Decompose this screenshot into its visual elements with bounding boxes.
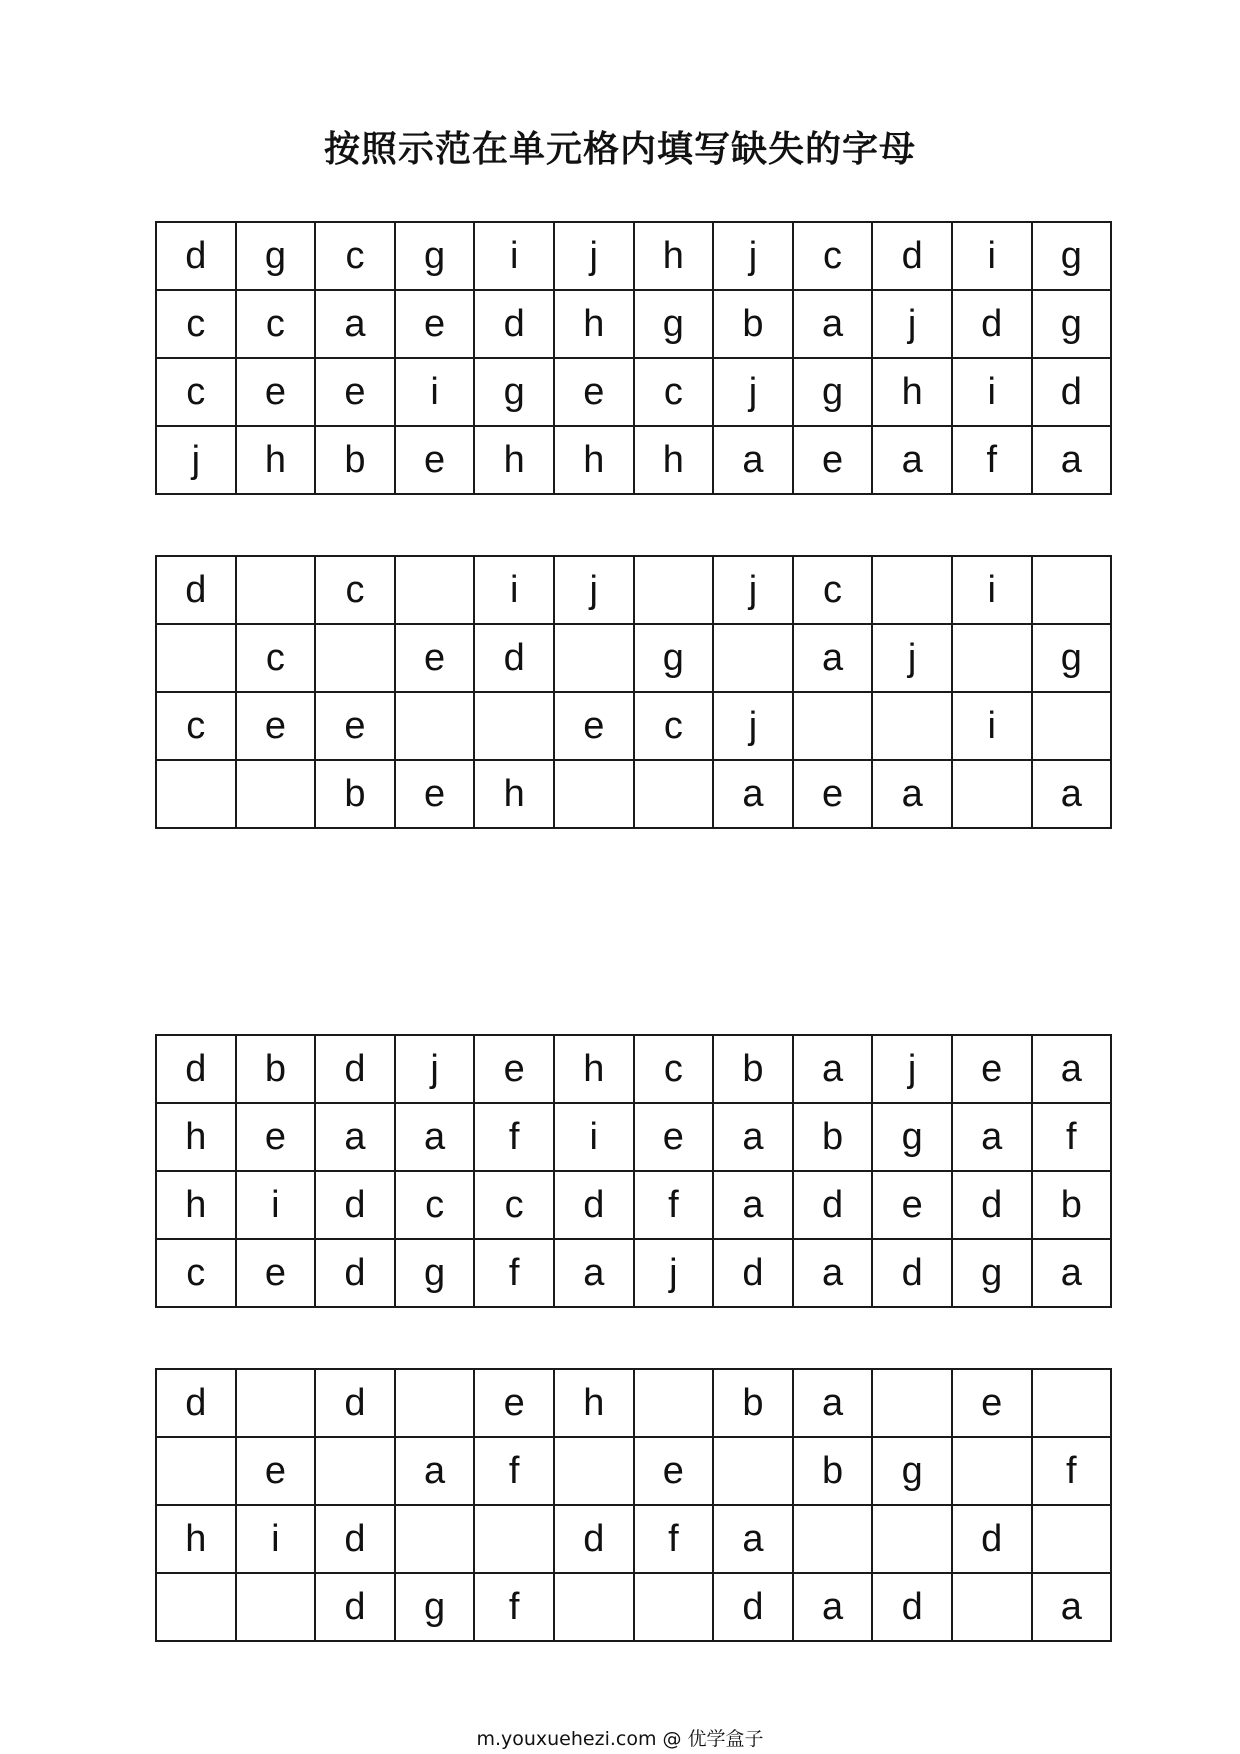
letter-cell: d (713, 1573, 793, 1641)
letter-cell: j (634, 1239, 714, 1307)
letter-cell: h (554, 426, 634, 494)
letter-cell: j (713, 692, 793, 760)
letter-cell: a (713, 1103, 793, 1171)
letter-cell: b (713, 290, 793, 358)
grid-row (156, 624, 1111, 692)
letter-cell: d (474, 624, 554, 692)
letter-cell: f (1032, 1103, 1112, 1171)
letter-cell: f (474, 1239, 554, 1307)
grid-row (156, 1505, 1111, 1573)
letter-cell: a (713, 1171, 793, 1239)
letter-cell: d (156, 222, 236, 290)
blank-cell[interactable] (634, 760, 714, 828)
letter-cell: d (156, 556, 236, 624)
blank-cell[interactable] (1032, 692, 1112, 760)
letter-cell: a (315, 290, 395, 358)
letter-cell: e (474, 1035, 554, 1103)
letter-cell: d (872, 1239, 952, 1307)
letter-cell: j (554, 222, 634, 290)
letter-cell: g (1032, 222, 1112, 290)
letter-cell: d (713, 1239, 793, 1307)
blank-cell[interactable] (872, 556, 952, 624)
letter-cell: j (156, 426, 236, 494)
letter-cell: a (793, 1035, 873, 1103)
grid-row (156, 760, 1111, 828)
letter-cell: d (952, 290, 1032, 358)
letter-cell: d (952, 1171, 1032, 1239)
letter-cell: g (634, 624, 714, 692)
page-title: 按照示范在单元格内填写缺失的字母 (323, 129, 916, 170)
letter-cell: e (236, 1103, 316, 1171)
grid-row (156, 1239, 1111, 1307)
letter-cell: e (236, 692, 316, 760)
grid-row (156, 1437, 1111, 1505)
letter-cell: j (713, 556, 793, 624)
letter-cell: a (872, 426, 952, 494)
letter-cell: i (952, 556, 1032, 624)
blank-cell[interactable] (156, 624, 236, 692)
blank-cell[interactable] (793, 692, 873, 760)
blank-cell[interactable] (236, 556, 316, 624)
letter-cell: g (793, 358, 873, 426)
letter-cell: b (1032, 1171, 1112, 1239)
letter-cell: h (872, 358, 952, 426)
letter-cell: j (713, 358, 793, 426)
letter-cell: e (634, 1103, 714, 1171)
letter-cell: c (793, 222, 873, 290)
letter-cell: f (474, 1103, 554, 1171)
letter-cell: a (1032, 1239, 1112, 1307)
letter-cell: c (634, 1035, 714, 1103)
letter-cell: f (474, 1437, 554, 1505)
letter-cell: c (395, 1171, 475, 1239)
letter-cell: h (554, 1035, 634, 1103)
blank-cell[interactable] (395, 556, 475, 624)
letter-cell: d (1032, 358, 1112, 426)
blank-cell[interactable] (872, 1505, 952, 1573)
letter-cell: a (395, 1103, 475, 1171)
letter-cell: e (793, 760, 873, 828)
letter-cell: h (156, 1171, 236, 1239)
blank-cell[interactable] (952, 1573, 1032, 1641)
letter-cell: d (315, 1505, 395, 1573)
letter-cell: i (474, 556, 554, 624)
blank-cell[interactable] (634, 1573, 714, 1641)
grid-row (156, 290, 1111, 358)
blank-cell[interactable] (554, 624, 634, 692)
letter-cell: g (872, 1103, 952, 1171)
letter-cell: c (474, 1171, 554, 1239)
letter-cell: c (236, 290, 316, 358)
letter-cell: g (236, 222, 316, 290)
blank-cell[interactable] (1032, 556, 1112, 624)
grid-row (156, 1369, 1111, 1437)
letter-cell: b (793, 1103, 873, 1171)
letter-cell: e (793, 426, 873, 494)
letter-cell: h (634, 426, 714, 494)
letter-cell: e (236, 358, 316, 426)
letter-cell: c (156, 290, 236, 358)
grid-row (156, 1171, 1111, 1239)
letter-cell: d (315, 1171, 395, 1239)
letter-cell: i (236, 1505, 316, 1573)
letter-cell: e (315, 358, 395, 426)
blank-cell[interactable] (395, 1505, 475, 1573)
blank-cell[interactable] (554, 1573, 634, 1641)
letter-cell: i (952, 358, 1032, 426)
letter-cell: e (236, 1239, 316, 1307)
grid-row (156, 556, 1111, 624)
letter-cell: a (1032, 426, 1112, 494)
letter-cell: g (952, 1239, 1032, 1307)
letter-cell: d (315, 1239, 395, 1307)
letter-cell: a (793, 1369, 873, 1437)
letter-cell: a (793, 624, 873, 692)
letter-cell: j (872, 290, 952, 358)
letter-cell: e (634, 1437, 714, 1505)
letter-cell: h (236, 426, 316, 494)
letter-cell: c (236, 624, 316, 692)
letter-cell: f (952, 426, 1032, 494)
letter-cell: a (1032, 760, 1112, 828)
letter-cell: i (474, 222, 554, 290)
grid-row (156, 426, 1111, 494)
letter-cell: h (554, 290, 634, 358)
letter-cell: d (315, 1573, 395, 1641)
letter-cell: a (554, 1239, 634, 1307)
blank-cell[interactable] (1032, 1369, 1112, 1437)
blank-cell[interactable] (395, 692, 475, 760)
letter-cell: c (634, 358, 714, 426)
blank-cell[interactable] (474, 692, 554, 760)
letter-cell: e (952, 1035, 1032, 1103)
letter-cell: h (156, 1505, 236, 1573)
letter-cell: i (395, 358, 475, 426)
letter-cell: i (236, 1171, 316, 1239)
letter-cell: a (793, 1239, 873, 1307)
letter-cell: g (395, 1573, 475, 1641)
blank-cell[interactable] (395, 1369, 475, 1437)
blank-cell[interactable] (952, 624, 1032, 692)
letter-cell: i (952, 692, 1032, 760)
grid-row (156, 1573, 1111, 1641)
letter-cell: a (793, 1573, 873, 1641)
blank-cell[interactable] (634, 556, 714, 624)
letter-cell: f (1032, 1437, 1112, 1505)
letter-cell: b (315, 426, 395, 494)
blank-cell[interactable] (315, 624, 395, 692)
letter-cell: a (793, 290, 873, 358)
letter-cell: h (474, 426, 554, 494)
letter-cell: h (554, 1369, 634, 1437)
letter-cell: a (1032, 1573, 1112, 1641)
letter-cell: j (554, 556, 634, 624)
exercise-grid-2 (155, 1368, 1112, 1642)
letter-cell: g (634, 290, 714, 358)
exercise-grid-1 (155, 555, 1112, 829)
letter-cell: d (315, 1035, 395, 1103)
blank-cell[interactable] (872, 692, 952, 760)
blank-cell[interactable] (952, 760, 1032, 828)
blank-cell[interactable] (315, 1437, 395, 1505)
letter-cell: e (395, 290, 475, 358)
blank-cell[interactable] (1032, 1505, 1112, 1573)
letter-cell: j (713, 222, 793, 290)
grid-row (156, 1103, 1111, 1171)
letter-cell: e (315, 692, 395, 760)
blank-cell[interactable] (474, 1505, 554, 1573)
letter-cell: a (952, 1103, 1032, 1171)
letter-cell: d (554, 1505, 634, 1573)
example-grid-2 (155, 1034, 1112, 1308)
blank-cell[interactable] (634, 1369, 714, 1437)
letter-cell: b (315, 760, 395, 828)
letter-cell: d (474, 290, 554, 358)
letter-cell: b (793, 1437, 873, 1505)
letter-cell: c (315, 222, 395, 290)
letter-cell: j (872, 624, 952, 692)
letter-cell: f (474, 1573, 554, 1641)
letter-cell: e (395, 760, 475, 828)
letter-cell: a (1032, 1035, 1112, 1103)
grid-row (156, 1035, 1111, 1103)
letter-cell: c (156, 692, 236, 760)
letter-cell: g (872, 1437, 952, 1505)
letter-cell: a (315, 1103, 395, 1171)
letter-cell: e (952, 1369, 1032, 1437)
letter-cell: b (713, 1369, 793, 1437)
letter-cell: e (872, 1171, 952, 1239)
letter-cell: d (156, 1369, 236, 1437)
letter-cell: c (793, 556, 873, 624)
letter-cell: e (554, 692, 634, 760)
blank-cell[interactable] (156, 760, 236, 828)
letter-cell: b (713, 1035, 793, 1103)
letter-cell: g (395, 1239, 475, 1307)
letter-cell: e (395, 624, 475, 692)
letter-cell: c (634, 692, 714, 760)
blank-cell[interactable] (236, 760, 316, 828)
letter-cell: a (713, 1505, 793, 1573)
letter-cell: c (315, 556, 395, 624)
blank-cell[interactable] (793, 1505, 873, 1573)
letter-cell: g (1032, 624, 1112, 692)
blank-cell[interactable] (554, 1437, 634, 1505)
footer-source: m.youxuehezi.com @ 优学盒子 (476, 1728, 764, 1750)
letter-cell: d (872, 222, 952, 290)
letter-cell: a (872, 760, 952, 828)
letter-cell: h (474, 760, 554, 828)
letter-cell: i (554, 1103, 634, 1171)
letter-cell: d (156, 1035, 236, 1103)
letter-cell: h (156, 1103, 236, 1171)
letter-cell: g (395, 222, 475, 290)
letter-cell: e (236, 1437, 316, 1505)
letter-cell: a (713, 760, 793, 828)
letter-cell: h (634, 222, 714, 290)
letter-cell: g (474, 358, 554, 426)
letter-cell: a (395, 1437, 475, 1505)
letter-cell: f (634, 1505, 714, 1573)
letter-cell: c (156, 358, 236, 426)
letter-cell: e (474, 1369, 554, 1437)
grid-row (156, 358, 1111, 426)
letter-cell: d (315, 1369, 395, 1437)
blank-cell[interactable] (952, 1437, 1032, 1505)
letter-cell: c (156, 1239, 236, 1307)
letter-cell: a (713, 426, 793, 494)
grid-row (156, 692, 1111, 760)
letter-cell: e (395, 426, 475, 494)
letter-cell: d (793, 1171, 873, 1239)
letter-cell: b (236, 1035, 316, 1103)
letter-cell: d (554, 1171, 634, 1239)
letter-cell: j (395, 1035, 475, 1103)
example-grid-1 (155, 221, 1112, 495)
blank-cell[interactable] (872, 1369, 952, 1437)
letter-cell: d (952, 1505, 1032, 1573)
letter-cell: i (952, 222, 1032, 290)
blank-cell[interactable] (554, 760, 634, 828)
letter-cell: e (554, 358, 634, 426)
grid-row (156, 222, 1111, 290)
blank-cell[interactable] (236, 1369, 316, 1437)
letter-cell: j (872, 1035, 952, 1103)
blank-cell[interactable] (713, 624, 793, 692)
blank-cell[interactable] (236, 1573, 316, 1641)
letter-cell: g (1032, 290, 1112, 358)
letter-cell: d (872, 1573, 952, 1641)
blank-cell[interactable] (156, 1437, 236, 1505)
blank-cell[interactable] (713, 1437, 793, 1505)
blank-cell[interactable] (156, 1573, 236, 1641)
letter-cell: f (634, 1171, 714, 1239)
